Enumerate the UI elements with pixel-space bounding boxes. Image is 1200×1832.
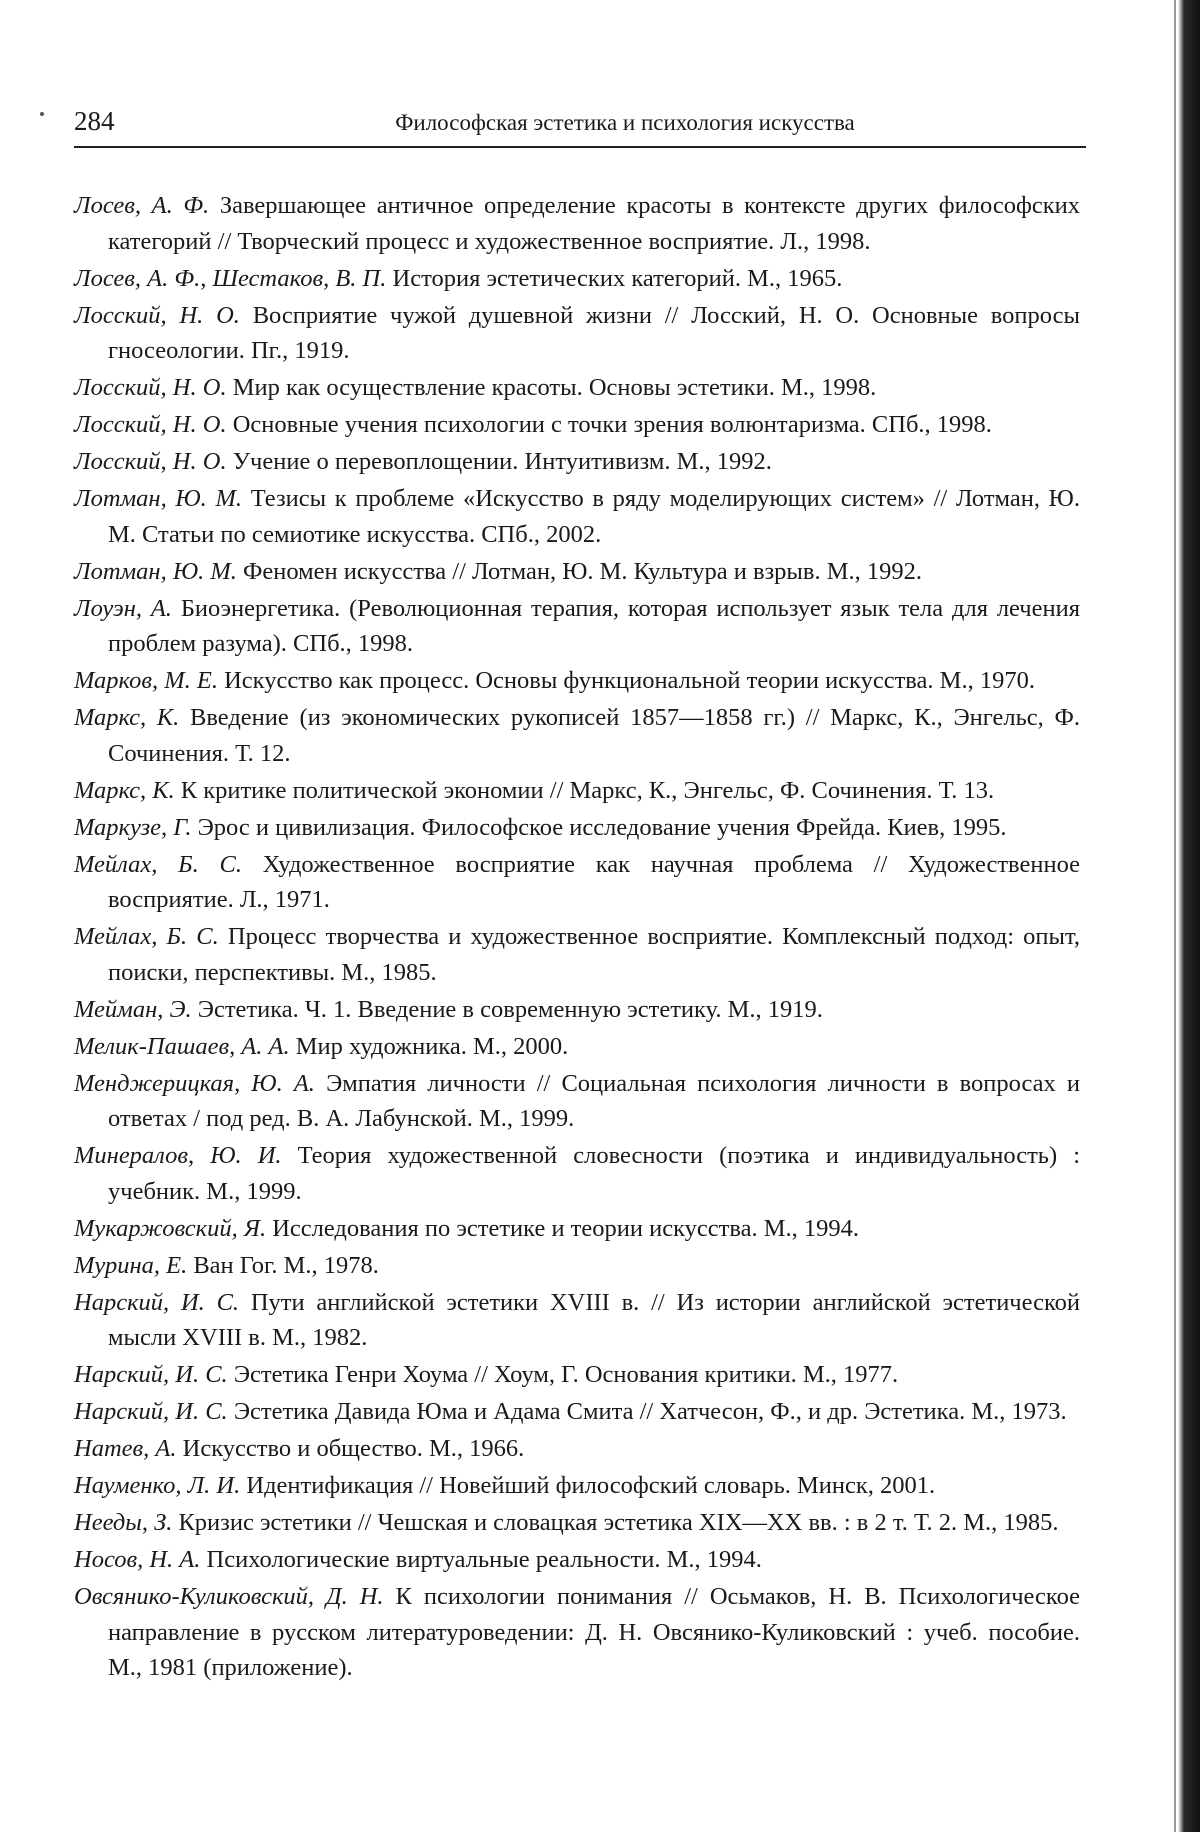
reference-text: Эстетика Давида Юма и Адама Смита // Хатчесон, Ф., и др. Эстетика. М., 1973. (233, 1398, 1067, 1425)
reference-author: Мейлах, Б. С. (74, 923, 219, 950)
reference-text: Завершающее античное определение красоты в контексте других философских категорий // Творческий процесс и художественное восприятие. Л., 1998. (108, 192, 1081, 255)
reference-entry (74, 1285, 1080, 1356)
reference-entry (74, 1248, 1080, 1284)
reference-text: Мир художника. М., 2000. (295, 1032, 569, 1060)
reference-text: Ван Гог. М., 1978. (193, 1251, 379, 1279)
reference-text: Теория художественной словесности (поэтика и индивидуальность) : учебник. М., 1999. (108, 1142, 1080, 1205)
reference-text: Исследования по эстетике и теории искусства. М., 1994. (272, 1214, 860, 1242)
reference-entry (74, 700, 1080, 771)
reference-text: История эстетических категорий. М., 1965. (392, 264, 843, 292)
reference-text: Искусство и общество. М., 1966. (182, 1435, 525, 1462)
reference-author: Маркс, К. (74, 704, 180, 731)
reference-entry (74, 444, 1080, 480)
reference-text: Процесс творчества и художественное восприятие. Комплексный подход: опыт, поиски, перспективы. М., 1985. (108, 923, 1080, 986)
reference-entry (74, 1505, 1080, 1541)
reference-author: Маркс, К. (74, 776, 175, 804)
reference-text: Биоэнергетика. (Революционная терапия, которая использует язык тела для лечения проблем разума). СПб., 1998. (108, 594, 1080, 657)
reference-author: Мейман, Э. (74, 995, 192, 1023)
reference-author: Минералов, Ю. И. (74, 1142, 282, 1169)
reference-entry (74, 1394, 1080, 1430)
reference-entry (74, 1138, 1080, 1209)
reference-text: Учение о перевоплощении. Интуитивизм. М., 1992. (232, 448, 772, 475)
scan-edge (1178, 0, 1200, 1832)
reference-author: Лосев, А. Ф. (74, 192, 210, 219)
reference-entry (74, 1357, 1080, 1393)
reference-list (74, 188, 1080, 1687)
reference-text: Эмпатия личности // Социальная психология личности в вопросах и ответах / под ред. В. А. Лабунской. М., 1999. (108, 1069, 1081, 1132)
reference-entry (74, 992, 1080, 1028)
reference-text: Мир как осуществление красоты. Основы эстетики. М., 1998. (232, 374, 877, 401)
reference-text: Тезисы к проблеме «Искусство в ряду моделирующих систем» // Лотман, Ю. М. Статьи по семиотике искусства. СПб., 2002. (108, 485, 1080, 548)
reference-text: Введение (из экономических рукописей 1857—1858 гг.) // Маркс, К., Энгельс, Ф. Сочинения. Т. 12. (108, 704, 1080, 767)
reference-entry (74, 1579, 1080, 1686)
reference-author: Лосский, Н. О. (74, 411, 227, 438)
reference-author: Маркузе, Г. (74, 813, 192, 841)
reference-text: Идентификация // Новейший философский словарь. Минск, 2001. (246, 1472, 936, 1499)
reference-author: Лосев, А. Ф., Шестаков, В. П. (74, 264, 387, 292)
reference-entry (74, 1029, 1080, 1065)
reference-text: Эстетика. Ч. 1. Введение в современную эстетику. М., 1919. (197, 995, 823, 1023)
reference-text: Психологические виртуальные реальности. М., 1994. (206, 1546, 762, 1573)
reference-author: Мурина, Е. (74, 1251, 188, 1279)
reference-entry (74, 298, 1080, 369)
reference-author: Марков, М. Е. (74, 667, 218, 694)
reference-author: Нарский, И. С. (74, 1361, 228, 1388)
reference-text: Искусство как процесс. Основы функциональной теории искусства. М., 1970. (224, 667, 1035, 694)
reference-entry (74, 663, 1080, 699)
reference-text: Феномен искусства // Лотман, Ю. М. Культура и взрыв. М., 1992. (243, 557, 922, 585)
reference-entry (74, 1542, 1080, 1578)
reference-author: Лотман, Ю. М. (74, 557, 237, 585)
reference-text: Эстетика Генри Хоума // Хоум, Г. Основания критики. М., 1977. (233, 1361, 899, 1388)
reference-entry (74, 1468, 1080, 1504)
reference-author: Носов, Н. А. (74, 1546, 201, 1573)
reference-entry (74, 919, 1080, 990)
page-header (74, 100, 1086, 148)
reference-author: Нарский, И. С. (74, 1398, 228, 1425)
reference-text: К психологии понимания // Осьмаков, Н. В. Психологическое направление в русском литературоведении: Д. Н. Овсянико-Куликовский : учеб. пособие. М., 1981 (приложение). (108, 1583, 1080, 1681)
reference-author: Мелик-Пашаев, А. А. (74, 1032, 290, 1060)
reference-author: Лосский, Н. О. (74, 301, 240, 329)
scan-speck (40, 112, 44, 116)
running-title: Философская эстетика и психология искусства (395, 110, 855, 135)
reference-text: Восприятие чужой душевной жизни // Лосский, Н. О. Основные вопросы гносеологии. Пг., 1919. (108, 301, 1080, 364)
reference-text: Эрос и цивилизация. Философское исследование учения Фрейда. Киев, 1995. (197, 813, 1007, 841)
reference-author: Натев, А. (74, 1435, 177, 1462)
reference-text: Основные учения психологии с точки зрения волюнтаризма. СПб., 1998. (232, 411, 992, 438)
reference-author: Лосский, Н. О. (74, 448, 227, 475)
reference-author: Лоуэн, А. (74, 594, 172, 622)
reference-text: К критике политической экономии // Маркс, К., Энгельс, Ф. Сочинения. Т. 13. (180, 776, 995, 804)
reference-entry (74, 261, 1080, 297)
reference-author: Науменко, Л. И. (74, 1472, 241, 1499)
reference-author: Мукаржовский, Я. (74, 1214, 267, 1242)
reference-author: Лотман, Ю. М. (74, 485, 243, 512)
reference-text: Пути английской эстетики XVIII в. // Из истории английской эстетической мысли XVIII в. М., 1982. (108, 1288, 1081, 1351)
reference-text: Кризис эстетики // Чешская и словацкая эстетика XIX—XX вв. : в 2 т. Т. 2. М., 1985. (178, 1509, 1059, 1536)
reference-entry (74, 1431, 1080, 1467)
reference-entry (74, 554, 1080, 590)
page-number: 284 (74, 106, 115, 136)
reference-entry (74, 810, 1080, 846)
reference-author: Овсянико-Куликовский, Д. Н. (74, 1583, 384, 1610)
reference-author: Нарский, И. С. (74, 1288, 240, 1316)
reference-author: Нееды, З. (74, 1509, 173, 1536)
reference-entry (74, 370, 1080, 406)
reference-entry (74, 591, 1080, 662)
reference-entry (74, 1066, 1080, 1137)
scan-edge-line (1174, 0, 1176, 1832)
reference-entry (74, 847, 1080, 918)
reference-entry (74, 481, 1080, 552)
reference-entry (74, 773, 1080, 809)
reference-text: Художественное восприятие как научная проблема // Художественное восприятие. Л., 1971. (108, 850, 1080, 913)
reference-entry (74, 1211, 1080, 1247)
reference-author: Лосский, Н. О. (74, 374, 227, 401)
reference-author: Менджерицкая, Ю. А. (74, 1069, 315, 1097)
reference-entry (74, 407, 1080, 443)
reference-entry (74, 188, 1080, 259)
reference-author: Мейлах, Б. С. (74, 850, 242, 878)
